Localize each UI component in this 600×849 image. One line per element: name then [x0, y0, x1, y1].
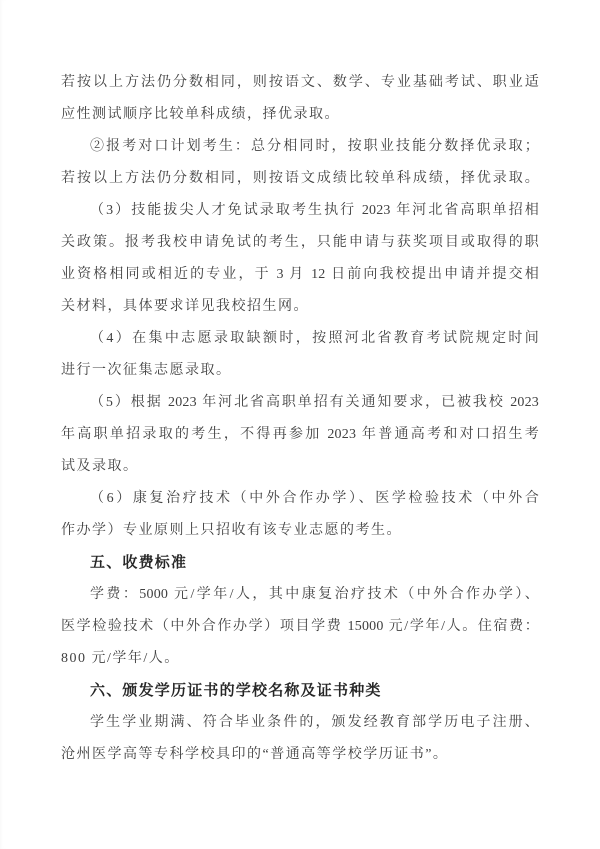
para-8-line-2: 沧州医学高等专科学校具印的“普通高等学校学历证书”。 [61, 747, 449, 762]
para-2-line-1: ②报考对口计划考生：总分相同时，按职业技能分数择优录取； [90, 139, 539, 154]
para-5-line-1: （5）根据 2023 年河北省高职单招有关通知要求，已被我校 2023 [90, 395, 539, 410]
heading-certificate: 六、颁发学历证书的学校名称及证书种类 [90, 683, 382, 699]
para-1-line-1: 若按以上方法仍分数相同，则按语文、数学、专业基础考试、职业适 [61, 75, 539, 90]
para-3-line-2: 关政策。报考我校申请免试的考生，只能申请与获奖项目或取得的职 [61, 235, 539, 250]
document-text-block [61, 67, 539, 771]
para-7-line-3: 800 元/学年/人。 [61, 651, 180, 666]
para-1-line-2: 应性测试顺序比较单科成绩，择优录取。 [61, 107, 340, 122]
para-7-line-1: 学费：5000 元/学年/人，其中康复治疗技术（中外合作办学）、 [90, 587, 539, 602]
para-8-line-1: 学生学业期满、符合毕业条件的，颁发经教育部学历电子注册、 [90, 715, 539, 730]
para-3-line-4: 关材料，具体要求详见我校招生网。 [61, 299, 309, 314]
para-2-line-2: 若按以上方法仍分数相同，则按语文成绩比较单科成绩，择优录取。 [61, 171, 539, 186]
para-3-line-3: 业资格相同或相近的专业，于 3 月 12 日前向我校提出申请并提交相 [61, 267, 539, 282]
para-6-line-2: 作办学）专业原则上只招收有该专业志愿的考生。 [61, 523, 402, 538]
para-4-line-1: （4）在集中志愿录取缺额时，按照河北省教育考试院规定时间 [90, 331, 539, 346]
para-5-line-3: 试及录取。 [61, 459, 139, 474]
para-4-line-2: 进行一次征集志愿录取。 [61, 363, 232, 378]
heading-fees: 五、收费标准 [90, 555, 188, 571]
para-7-line-2: 医学检验技术（中外合作办学）项目学费 15000 元/学年/人。住宿费： [61, 619, 539, 634]
para-5-line-2: 年高职单招录取的考生，不得再参加 2023 年普通高考和对口招生考 [61, 427, 539, 442]
para-3-line-1: （3）技能拔尖人才免试录取考生执行 2023 年河北省高职单招相 [90, 203, 539, 218]
para-6-line-1: （6）康复治疗技术（中外合作办学）、医学检验技术（中外合 [90, 491, 539, 506]
